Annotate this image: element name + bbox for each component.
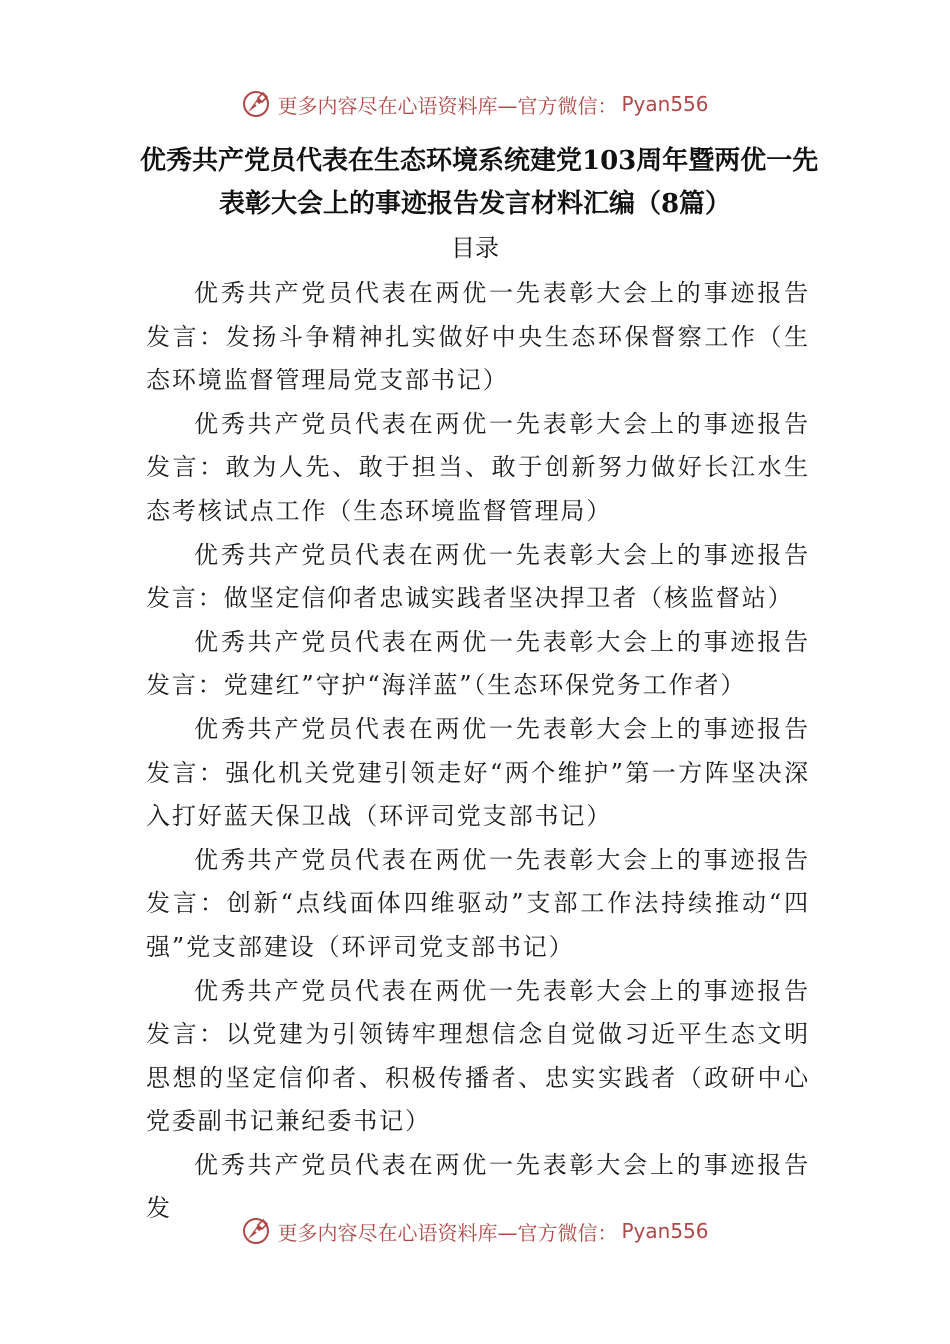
pen-nib-logo-icon — [241, 1216, 271, 1246]
toc-item: 优秀共产党员代表在两优一先表彰大会上的事迹报告发言：以党建为引领铸牢理想信念自觉做习近平生态文明思想的坚定信仰者、积极传播者、忠实实践者（政研中心党委副书记兼纪委书记） — [146, 976, 810, 1136]
document-title-line-1: 优秀共产党员代表在生态环境系统建党103周年暨两优一先 — [140, 146, 819, 176]
toc-heading: 目录 — [451, 234, 499, 262]
toc-item: 优秀共产党员代表在两优一先表彰大会上的事迹报告发言：发扬斗争精神扎实做好中央生态环保督察工作（生态环境监督管理局党支部书记） — [146, 279, 810, 395]
banner-text: 更多内容尽在心语资料库—官方微信： — [277, 1220, 618, 1245]
wechat-id: Pyan556 — [621, 92, 709, 116]
document-title-line-2: 表彰大会上的事迹报告发言材料汇编（8篇） — [218, 189, 732, 219]
header-banner — [0, 84, 950, 124]
wechat-id: Pyan556 — [621, 1219, 709, 1243]
toc-item: 优秀共产党员代表在两优一先表彰大会上的事迹报告发言：强化机关党建引领走好“两个维护”第一方阵坚决深入打好蓝天保卫战（环评司党支部书记） — [146, 714, 810, 831]
banner-text: 更多内容尽在心语资料库—官方微信： — [277, 93, 618, 118]
toc-item: 优秀共产党员代表在两优一先表彰大会上的事迹报告发言：做坚定信仰者忠诚实践者坚决捍卫者（核监督站） — [146, 540, 810, 613]
toc-item: 优秀共产党员代表在两优一先表彰大会上的事迹报告发言：敢为人先、敢于担当、敢于创新努力做好长江水生态考核试点工作（生态环境监督管理局） — [146, 409, 810, 525]
toc-item: 优秀共产党员代表在两优一先表彰大会上的事迹报告发 — [146, 1150, 810, 1223]
toc-item: 优秀共产党员代表在两优一先表彰大会上的事迹报告发言：创新“点线面体四维驱动”支部工作法持续推动“四强”党支部建设（环评司党支部书记） — [146, 845, 810, 961]
footer-banner — [0, 1211, 950, 1251]
table-of-contents — [146, 272, 810, 1231]
toc-item: 优秀共产党员代表在两优一先表彰大会上的事迹报告发言：党建红”守护“海洋蓝”（生态环保党务工作者） — [146, 627, 810, 700]
pen-nib-logo-icon — [241, 89, 271, 119]
